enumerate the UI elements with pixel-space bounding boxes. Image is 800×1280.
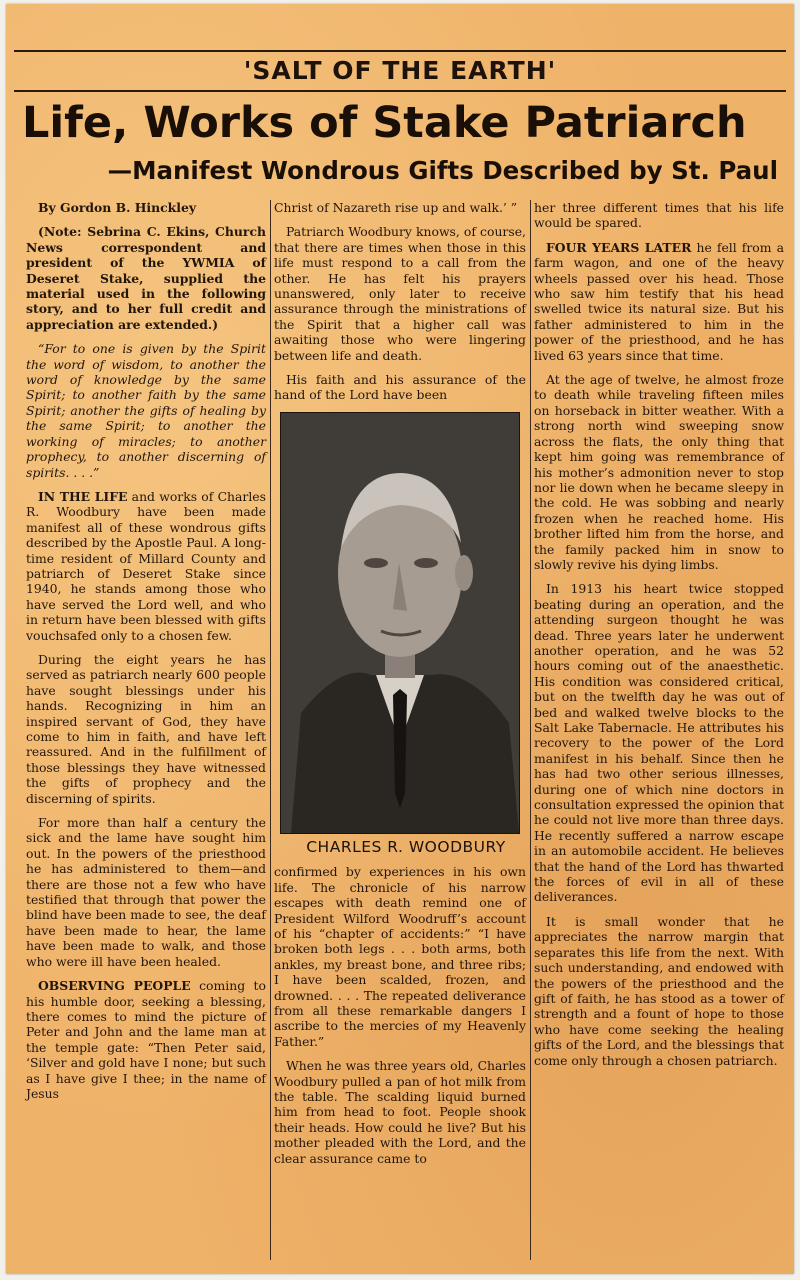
paragraph-lead: FOUR YEARS LATER (546, 239, 692, 255)
paragraph: her three different times that his life would be spared. (534, 200, 784, 231)
kicker-rule (14, 90, 786, 92)
column-divider (270, 200, 271, 1260)
paragraph: When he was three years old, Charles Woodbury pulled a pan of hot milk from the table. The scalding liquid burned him from head to foot. People shook their heads. How could he live? But his mother pleaded with the Lord, and the clear assurance came to (274, 1058, 526, 1166)
paragraph: For more than half a century the sick and the lame have sought him out. In the powers of the priesthood he has administered to them—and there are those not a few who have testified that through that power the blind have been made to see, the deaf have been made to hear, the lame have been made to walk, and those who were ill have been healed. (26, 815, 266, 969)
paragraph: confirmed by experiences in his own life. The chronicle of his narrow escapes with death remind one of President Wilford Woodruff’s account of his “chapter of accidents:” “I have broken both legs . . . both arms, both ankles, my breast bone, and three ribs; I have been scalded, frozen, and drowned. . . . The repeated deliverance from all these remarkable dangers I ascribe to the mercies of my Heavenly Father.” (274, 864, 526, 1049)
scripture-quote: “For to one is given by the Spirit the word of wisdom, to another the word of knowledge by the same Spirit; to another faith by the same Spirit; another the gifts of healing by the same Spirit; to another the working of miracles; to another prophecy, to another discerning of spirits. . . .” (26, 341, 266, 480)
portrait-illustration (281, 413, 519, 833)
paragraph-lead: IN THE LIFE (38, 488, 128, 504)
article-column-2 (274, 200, 526, 1175)
paragraph: During the eight years he has served as patriarch nearly 600 people have sought blessings under his hands. Recognizing in him an inspired servant of God, they have come to him in faith, and have left reassured. And in the fulfillment of those blessings they have witnessed the gifts of prophecy and the discerning of spirits. (26, 651, 266, 806)
portrait-photo (280, 412, 520, 834)
paragraph-text: he fell from a farm wagon, and one of the heavy wheels passed over his head. Those who saw him testify that his head swelled twice its natural size. But his father administered to him in the power of the priesthood, and he has lived 63 years since that time. (534, 239, 784, 363)
photo-caption: CHARLES R. WOODBURY (306, 837, 506, 856)
paragraph (534, 240, 784, 363)
paragraph (26, 978, 266, 1101)
column-divider (530, 200, 531, 1260)
newspaper-clipping (6, 4, 794, 1274)
article-column-1 (26, 200, 266, 1110)
subhead: —Manifest Wondrous Gifts Described by St. Paul (107, 156, 778, 185)
paragraph: His faith and his assurance of the hand of the Lord have been (274, 372, 526, 403)
paragraph: Christ of Nazareth rise up and walk.’ ” (274, 200, 518, 215)
paragraph-text: coming to his humble door, seeking a blessing, there comes to mind the picture of Peter and John and the lame man at the temple gate: “Then Peter said, ‘Silver and gold have I none; but such as I have give I thee; in the name of Jesus (26, 978, 266, 1101)
kicker: 'SALT OF THE EARTH' (243, 56, 557, 85)
paragraph: Patriarch Woodbury knows, of course, that there are times when those in this life must respond to a call from the other. He has felt his prayers unanswered, only later to receive assurance through the ministrations of the Spirit that a higher call was awaiting those who were lingering between life and death. (274, 224, 526, 363)
article-column-3 (534, 200, 784, 1077)
paragraph-lead: OBSERVING PEOPLE (38, 978, 191, 994)
paragraph: In 1913 his heart twice stopped beating during an operation, and the attending surgeon thought he was dead. Three years later he underwent another operation, and he was 52 hours coming out of the anaesthetic. His condition was considered critical, but on the twelfth day he was out of bed and walked twelve blocks to the Salt Lake Tabernacle. He attributes his recovery to the power of the Lord manifest in his behalf. Since then he has had two other serious illnesses, during one of which nine doctors in consultation expressed the opinion that he could not live more than three days. He recently suffered a narrow escape in an automobile accident. He believes that the hand of the Lord has thwarted the forces of evil in all of these deliverances. (534, 581, 784, 905)
headline: Life, Works of Stake Patriarch (22, 98, 747, 148)
byline: By Gordon B. Hinckley (38, 200, 197, 215)
paragraph: It is small wonder that he appreciates the narrow margin that separates this life from the next. With such understanding, and endowed with the powers of the priesthood and the gift of faith, he has stood as a tower of strength and a fount of hope to those who have come seeking the healing gifts of the Lord, and the blessings that come only through a chosen patriarch. (534, 913, 784, 1068)
top-rule (14, 50, 786, 52)
editor-note: (Note: Sebrina C. Ekins, Church News correspondent and president of the YWMIA of Deseret Stake, supplied the material used in the following story, and to her full credit and appreciation are extended.) (26, 224, 266, 332)
paragraph: At the age of twelve, he almost froze to death while traveling fifteen miles on horseback in bitter weather. With a strong north wind sweeping snow across the flats, the only thing that kept him going was remembrance of his mother’s admonition never to stop nor lie down when he became sleepy in the cold. He was sobbing and nearly frozen when he reached home. His brother lifted him from the horse, and the family packed him in snow to slowly revive his dying limbs. (534, 372, 784, 572)
paragraph (26, 489, 266, 643)
paragraph-text: and works of Charles R. Woodbury have been made manifest all of these wondrous gifts described by the Apostle Paul. A long-time resident of Millard County and patriarch of Deseret Stake since 1940, he stands among those who have served the Lord well, and who in return have been blessed with gifts vouchsafed only to a chosen few. (26, 488, 266, 643)
